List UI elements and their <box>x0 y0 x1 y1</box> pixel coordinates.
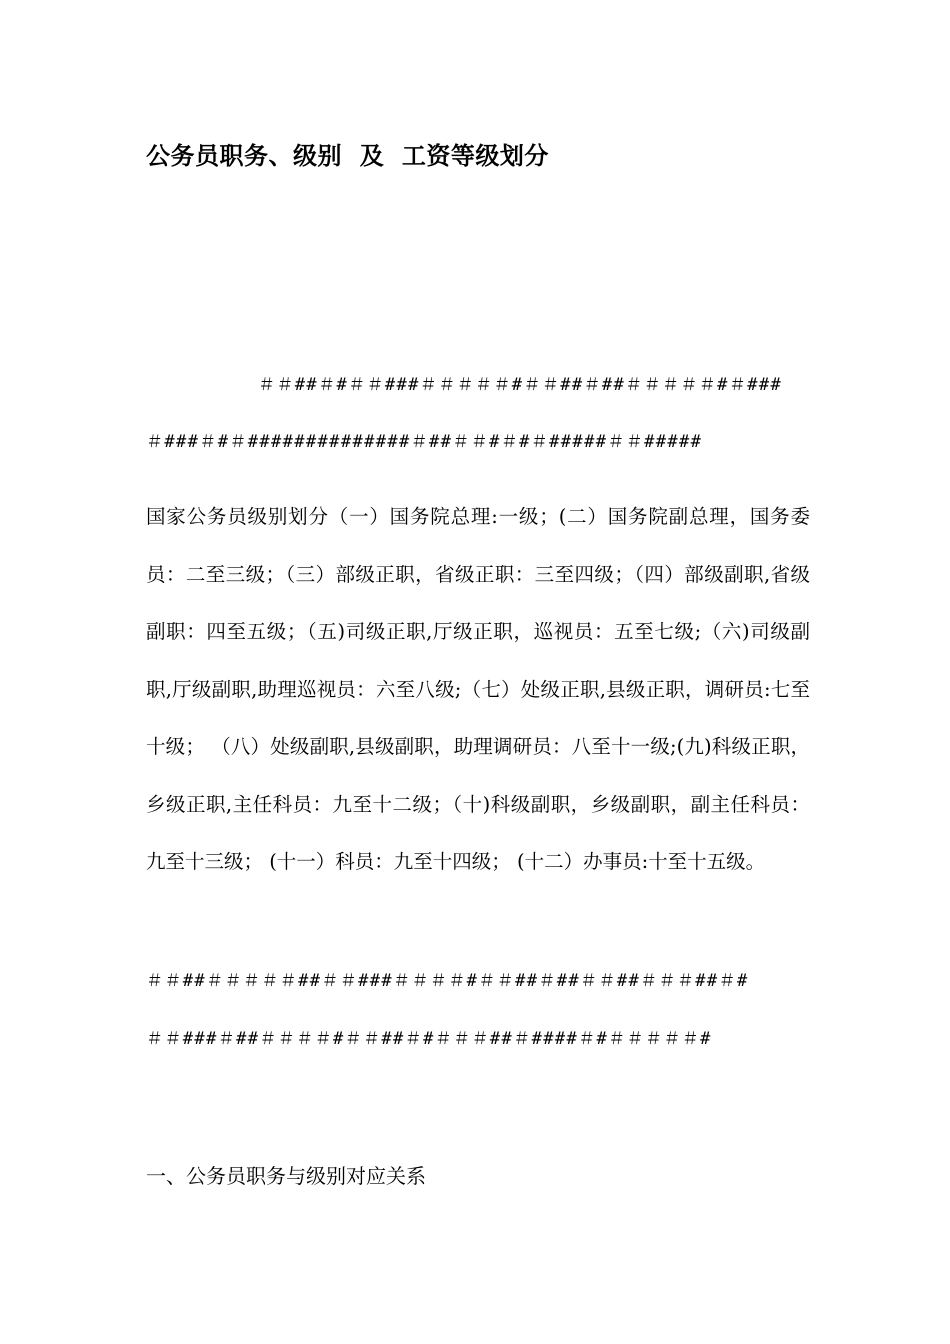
garbled-text-line: ＃###＃#＃##############＃##＃＃#＃#＃#####＃＃##### <box>146 432 703 452</box>
garbled-text-line: ＃＃##＃#＃＃###＃＃＃＃＃#＃＃##＃##＃＃＃＃＃#＃### <box>258 375 783 395</box>
garbled-text-line: ＃＃###＃##＃＃＃＃#＃＃##＃#＃＃＃##＃####＃#＃＃＃＃＃# <box>146 1029 712 1049</box>
grade-classification-paragraph: 国家公务员级别划分（一）国务院总理:一级；(二）国务院副总理，国务委员：二至三级；（三）部级正职，省级正职：三至四级；（四）部级副职,省级副职：四至五级；（五)司级正职,厅级正职，巡视员：五至七级;（六)司级副职,厅级副职,助理巡视员：六至八级;（七）处级正职,县级正职，调研员:七至十级； （八）处级副职,县级副职，助理调研员：八至十一级;(九)科级正职，乡级正职,主任科员：九至十二级；（十)科级副职，乡级副职，副主任科员：九至十三级； (十一）科员：九至十四级； (十二）办事员:十至十五级。 <box>146 505 810 873</box>
garbled-text-line: ＃＃##＃＃＃＃＃##＃＃###＃＃＃＃#＃＃##＃##＃＃##＃＃＃##＃# <box>146 971 749 991</box>
section-heading: 一、公务员职务与级别对应关系 <box>146 1164 426 1188</box>
document-title: 公务员职务、级别 及 工资等级划分 <box>146 142 549 170</box>
